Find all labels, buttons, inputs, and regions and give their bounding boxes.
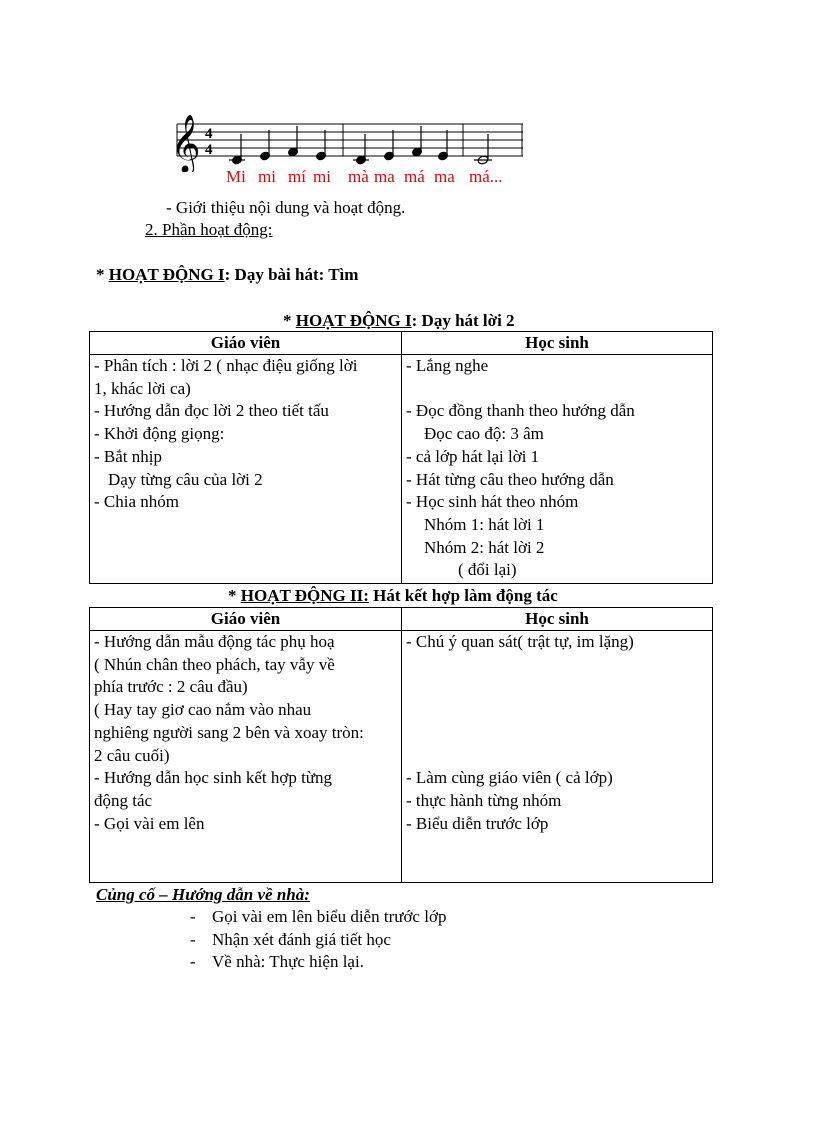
table-line: - Hát từng câu theo hướng dẫn — [406, 469, 614, 489]
list-item: - Về nhà: Thực hiện lại. — [190, 952, 364, 972]
table-line: Nhóm 1: hát lời 1 — [424, 514, 545, 534]
table-line: nghiêng người sang 2 bên và xoay tròn: — [94, 722, 364, 742]
col-header-student: Học sinh — [402, 608, 713, 631]
staff-svg — [165, 100, 525, 172]
table-line — [406, 745, 708, 768]
table-line — [406, 654, 708, 677]
table-line: - Học sinh hát theo nhóm — [406, 492, 579, 512]
table-line — [406, 676, 708, 699]
svg-text:4: 4 — [205, 142, 213, 158]
lyric-syllable: má... — [469, 167, 503, 186]
lyric-syllable: má — [404, 167, 425, 186]
table-line: - Khởi động giọng: — [94, 424, 225, 444]
table-line: - Đọc đồng thanh theo hướng dẫn — [406, 401, 635, 421]
student-cell — [402, 355, 713, 584]
list-item: - Gọi vài em lên biểu diễn trước lớp — [190, 907, 447, 926]
table-line: ( Nhún chân theo phách, tay vẫy về — [94, 654, 335, 674]
table-line: - Gọi vài em lên — [94, 813, 205, 833]
table-line: - Hướng dẫn học sinh kết hợp từng — [94, 768, 333, 788]
teacher-cell — [90, 355, 402, 584]
teacher-cell — [90, 631, 402, 883]
col-header-teacher: Giáo viên — [90, 608, 402, 631]
lyric-syllable: Mi — [226, 167, 246, 186]
summary-heading: Củng cố – Hướng dẫn về nhà: — [96, 885, 310, 904]
intro-line: - Giới thiệu nội dung và hoạt động. — [166, 198, 406, 217]
lyric-syllable: mà — [348, 167, 369, 186]
table-activity-1 — [89, 331, 713, 584]
activity-1-heading: * HOẠT ĐỘNG I: Dạy bài hát: Tìm — [96, 265, 359, 284]
table-line: ( Hay tay giơ cao nắm vào nhau — [94, 700, 312, 720]
summary-list — [190, 906, 446, 974]
table-line: - thực hành từng nhóm — [406, 790, 562, 810]
table-line — [406, 699, 708, 722]
section-2-heading: 2. Phần hoạt động: — [145, 220, 273, 239]
table-line: - Hướng dẫn đọc lời 2 theo tiết tấu — [94, 401, 329, 421]
table-line: - Lắng nghe — [406, 356, 489, 375]
lyric-syllable: mi — [313, 167, 331, 186]
table-1-caption: * HOẠT ĐỘNG I: Dạy hát lời 2 — [283, 311, 515, 330]
table-line: - Hướng dẫn mẫu động tác phụ hoạ — [94, 632, 335, 651]
table-2-caption: * HOẠT ĐỘNG II: Hát kết hợp làm động tác — [228, 586, 558, 605]
table-line — [406, 722, 708, 745]
lyric-syllable: ma — [434, 167, 455, 186]
student-cell — [402, 631, 713, 883]
treble-clef-icon: 𝄞 — [171, 114, 201, 172]
table-line: - Chú ý quan sát( trật tự, im lặng) — [406, 632, 634, 651]
table-line: - Phân tích : lời 2 ( nhạc điệu giống lời — [94, 356, 358, 375]
table-line: - Chia nhóm — [94, 492, 179, 512]
lyric-syllable: mi — [258, 167, 276, 186]
table-line: 2 câu cuối) — [94, 745, 170, 765]
table-line: - Biểu diễn trước lớp — [406, 813, 549, 833]
table-line: - cả lớp hát lại lời 1 — [406, 446, 540, 466]
time-signature: 4 — [205, 126, 213, 142]
table-line: - Bắt nhịp — [94, 446, 162, 466]
col-header-teacher: Giáo viên — [90, 332, 402, 355]
table-line: phía trước : 2 câu đầu) — [94, 677, 248, 697]
table-activity-2 — [89, 607, 713, 883]
table-line: 1, khác lời ca) — [94, 378, 191, 398]
lyrics-row — [0, 167, 816, 191]
list-item: - Nhận xét đánh giá tiết học — [190, 929, 391, 949]
table-line — [406, 378, 708, 401]
lyric-syllable: ma — [374, 167, 395, 186]
lyric-syllable: mí — [288, 167, 306, 186]
table-line: Dạy từng câu của lời 2 — [108, 469, 263, 489]
music-staff — [165, 100, 525, 172]
col-header-student: Học sinh — [402, 332, 713, 355]
table-line: động tác — [94, 790, 153, 810]
table-line: ( đổi lại) — [458, 560, 517, 580]
table-line: Đọc cao độ: 3 âm — [424, 424, 544, 444]
table-line: Nhóm 2: hát lời 2 — [424, 537, 545, 557]
table-line: - Làm cùng giáo viên ( cả lớp) — [406, 768, 613, 788]
